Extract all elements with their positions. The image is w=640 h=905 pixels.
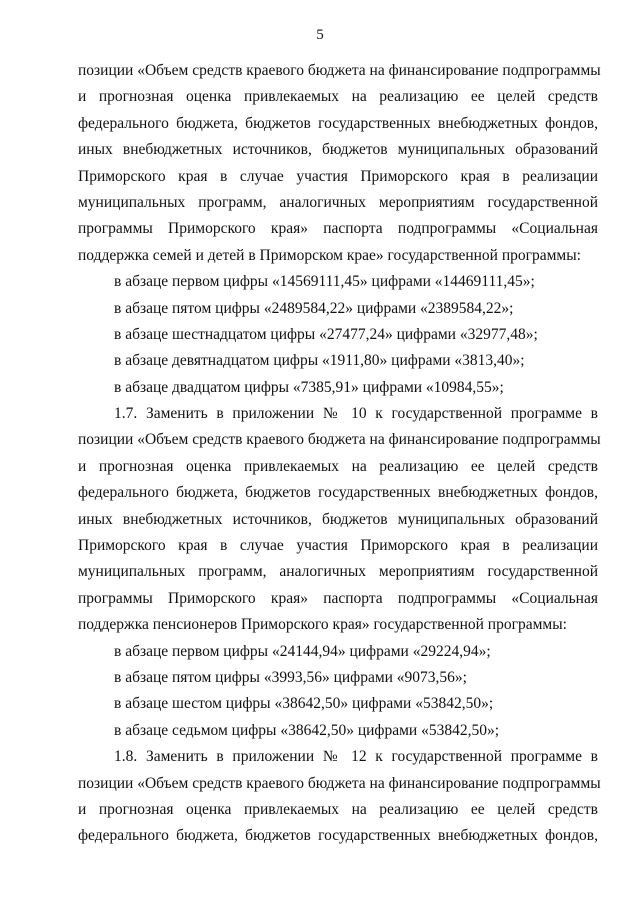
text-line: федерального бюджета, бюджетов государственных внебюджетных фондов, [78, 114, 598, 132]
text-line: поддержка семей и детей в Приморском крае» государственной программы: [78, 246, 581, 264]
text-line: иных внебюджетных источников, бюджетов муниципальных образований [78, 141, 598, 159]
text-line: в абзаце первом цифры «24144,94» цифрами «29224,94»; [114, 642, 491, 660]
text-line: позиции «Объем средств краевого бюджета на финансирование подпрограммы [78, 431, 601, 449]
page-number: 5 [316, 27, 324, 43]
text-line: в абзаце пятом цифры «3993,56» цифрами «9073,56»; [114, 668, 467, 686]
text-line: 1.8. Заменить в приложении № 12 к государственной программе в [114, 748, 598, 766]
text-line: федерального бюджета, бюджетов государственных внебюджетных фондов, [78, 484, 598, 502]
document-body [78, 58, 601, 850]
text-line: позиции «Объем средств краевого бюджета на финансирование подпрограммы [78, 62, 601, 79]
text-line: муниципальных программ, аналогичных мероприятиям государственной [78, 193, 598, 211]
text-line: позиции «Объем средств краевого бюджета на финансирование подпрограммы [78, 774, 601, 792]
text-line: федерального бюджета, бюджетов государственных внебюджетных фондов, [78, 827, 598, 845]
text-line: иных внебюджетных источников, бюджетов муниципальных образований [78, 510, 598, 528]
text-line: в абзаце шестнадцатом цифры «27477,24» цифрами «32977,48»; [114, 325, 538, 343]
text-line: в абзаце двадцатом цифры «7385,91» цифрами «10984,55»; [114, 378, 504, 396]
text-line: программы Приморского края» паспорта подпрограммы «Социальная [78, 589, 598, 607]
text-line: в абзаце седьмом цифры «38642,50» цифрами «53842,50»; [114, 721, 500, 739]
text-line: поддержка пенсионеров Приморского края» государственной программы: [78, 616, 567, 634]
text-line: муниципальных программ, аналогичных мероприятиям государственной [78, 563, 598, 581]
text-line: Приморского края в случае участия Приморского края в реализации [78, 537, 598, 555]
text-line: в абзаце шестом цифры «38642,50» цифрами «53842,50»; [114, 695, 494, 713]
text-line: и прогнозная оценка привлекаемых на реализацию ее целей средств [78, 457, 598, 475]
text-line: 1.7. Заменить в приложении № 10 к государственной программе в [114, 405, 598, 423]
text-line: в абзаце пятом цифры «2489584,22» цифрами «2389584,22»; [114, 299, 514, 317]
text-line: программы Приморского края» паспорта подпрограммы «Социальная [78, 220, 598, 238]
text-line: Приморского края в случае участия Приморского края в реализации [78, 167, 598, 185]
text-line: в абзаце первом цифры «14569111,45» цифрами «14469111,45»; [114, 273, 535, 291]
text-line: и прогнозная оценка привлекаемых на реализацию ее целей средств [78, 800, 598, 818]
text-line: в абзаце девятнадцатом цифры «1911,80» цифрами «3813,40»; [114, 352, 525, 370]
text-line: и прогнозная оценка привлекаемых на реализацию ее целей средств [78, 88, 598, 106]
